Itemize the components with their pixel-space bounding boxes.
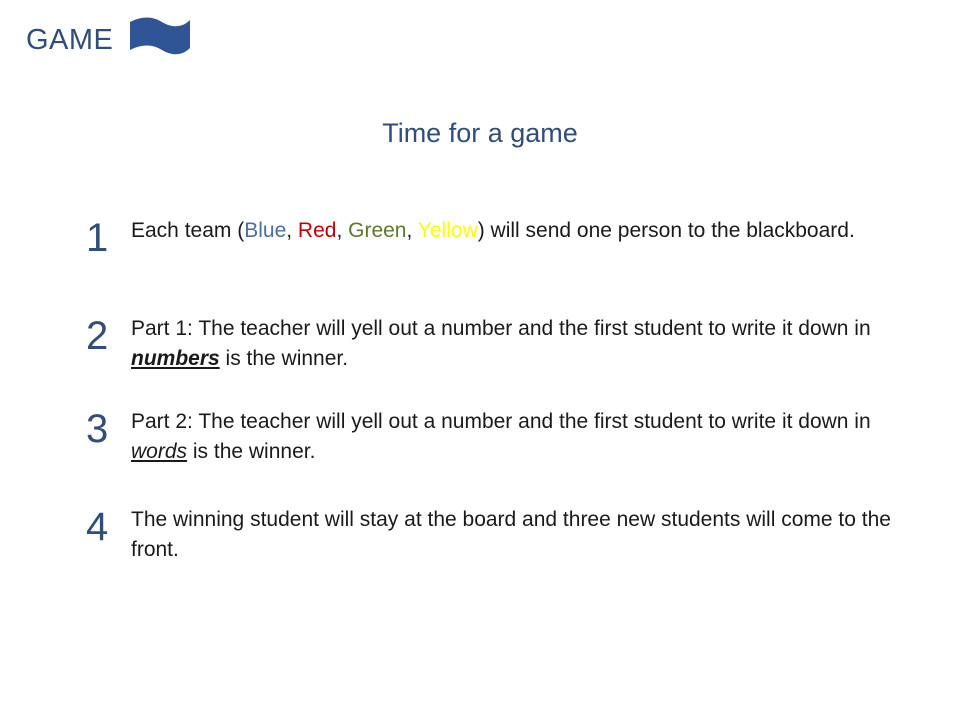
team-red: Red (297, 219, 337, 242)
step-2-text-after: is the winner. (219, 347, 349, 370)
separator: , (286, 219, 298, 242)
step-text-4: The winning student will stay at the board and three new students will come to the front. (131, 508, 891, 561)
emphasis-words: words (131, 440, 188, 463)
team-yellow: Yellow (417, 219, 478, 242)
separator: , (336, 219, 349, 242)
step-number-4: 4 (86, 505, 109, 549)
step-number-3: 3 (86, 407, 109, 451)
step-text-2 (131, 314, 911, 374)
step-1-text-before: Each team ( (131, 219, 245, 242)
step-text-1 (131, 216, 911, 246)
slide-title: Time for a game (382, 118, 578, 148)
step-3-text-before: Part 2: The teacher will yell out a number and the first student to write it down in (131, 410, 871, 433)
step-3-text-after: is the winner. (187, 440, 316, 463)
team-green: Green (348, 219, 407, 242)
team-blue: Blue (244, 219, 287, 242)
step-number-2: 2 (86, 314, 109, 358)
separator: , (406, 219, 418, 242)
step-2-text-before: Part 1: The teacher will yell out a number and the first student to write it down in (131, 317, 871, 340)
step-1-text-after: ) will send one person to the blackboard. (477, 219, 855, 242)
emphasis-numbers: numbers (131, 347, 220, 370)
header-label: GAME (26, 24, 114, 56)
step-text-3 (131, 407, 911, 467)
step-number-1: 1 (86, 216, 109, 260)
flag-icon (126, 14, 194, 58)
